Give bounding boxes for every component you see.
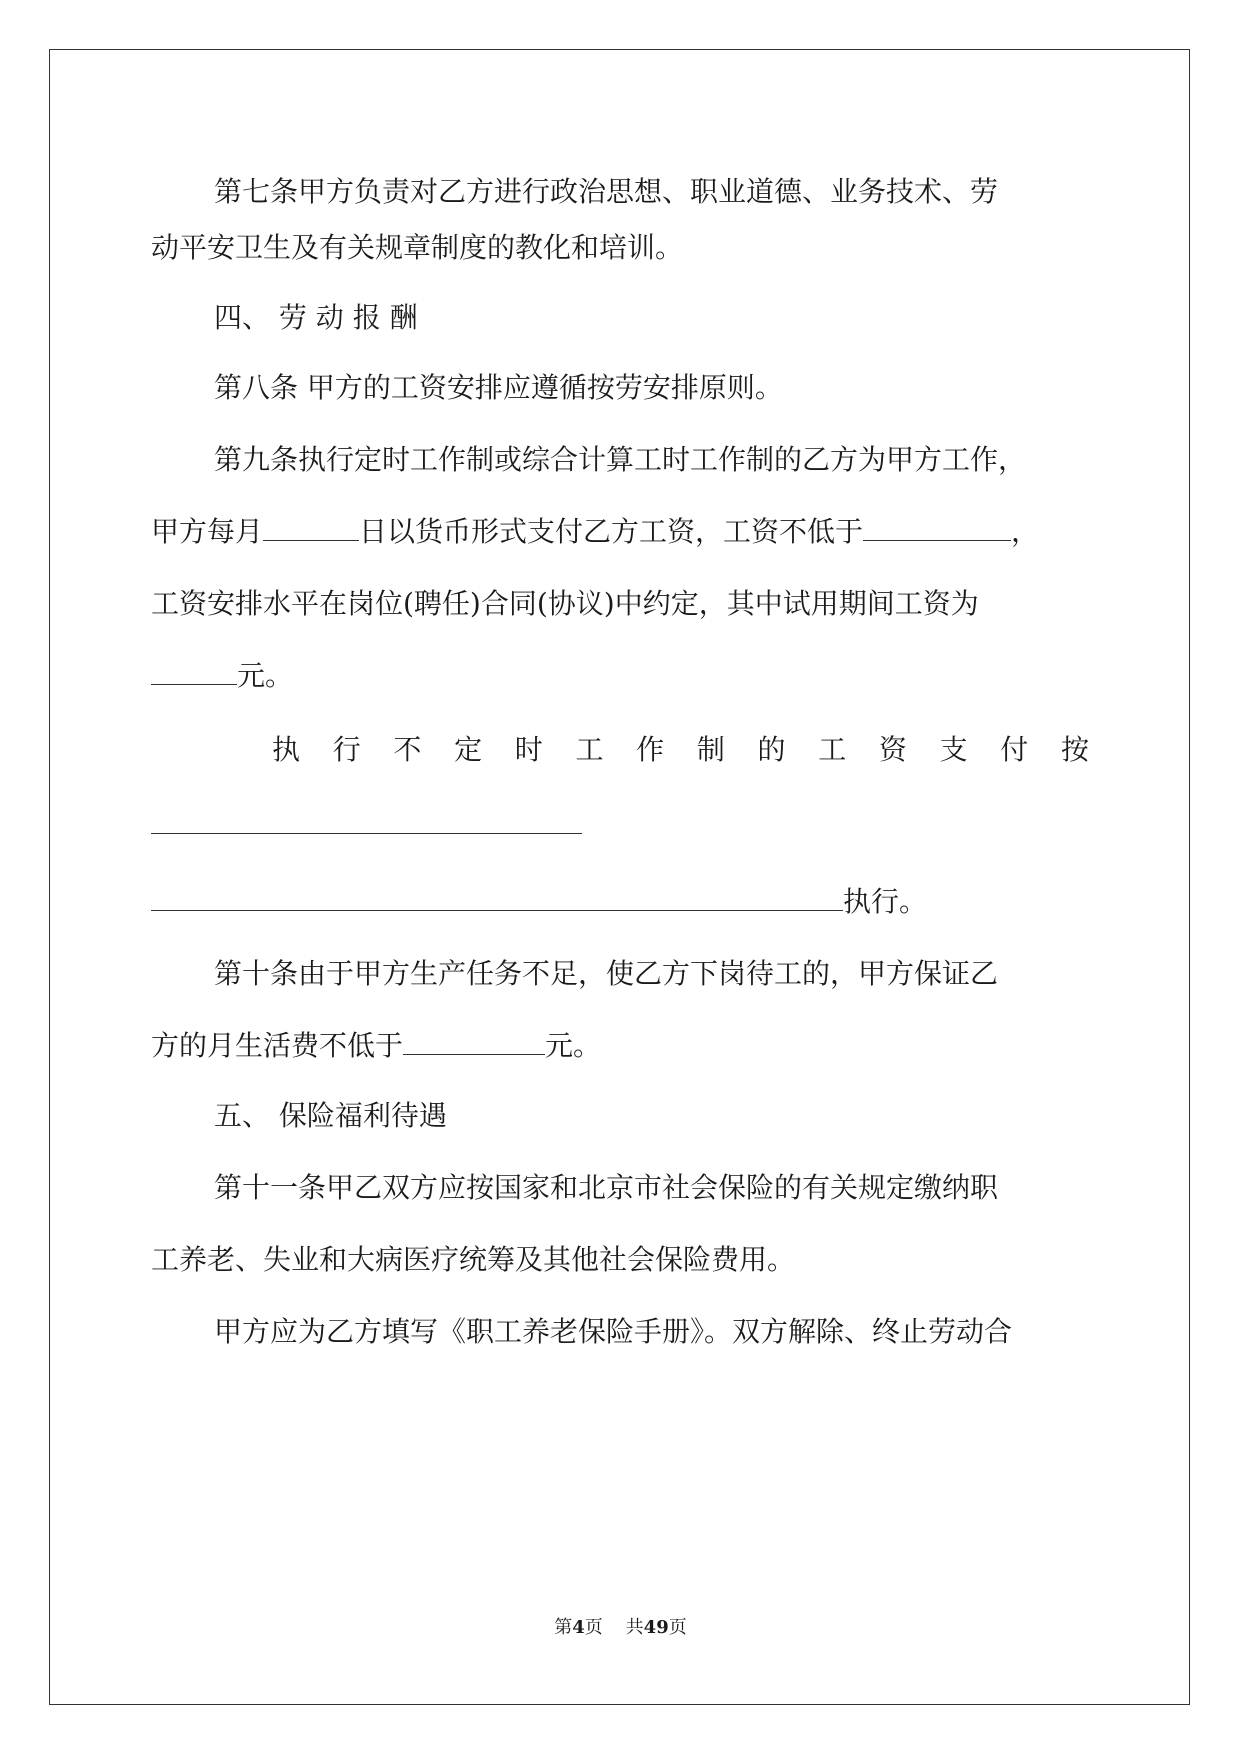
article-7-line-1: 第七条甲方负责对乙方进行政治思想、职业道德、业务技术、劳 <box>214 175 999 208</box>
char: 作 <box>636 733 665 766</box>
article-9-line-3: 工资安排水平在岗位(聘任)合同(协议)中约定，其中试用期间工资为 <box>151 587 979 620</box>
article-8: 第八条 甲方的工资安排应遵循按劳安排原则。 <box>214 371 783 404</box>
blank-field-pay-day <box>263 513 359 541</box>
blank-field-probation-wage <box>151 657 237 685</box>
blank-line-1 <box>151 833 582 834</box>
footer-prefix: 第 <box>554 1617 573 1638</box>
article-9-line-4 <box>151 656 1089 696</box>
char: 的 <box>757 733 786 766</box>
char: 工 <box>575 733 604 766</box>
char: 制 <box>696 733 725 766</box>
footer-middle: 页 共 <box>584 1617 644 1638</box>
article-11-line-3: 甲方应为乙方填写《职工养老保险手册》。双方解除、终止劳动合 <box>214 1315 1013 1348</box>
char: 付 <box>1000 733 1029 766</box>
char: 支 <box>939 733 968 766</box>
blank-field-living-allowance <box>403 1027 545 1055</box>
char: 行 <box>332 733 361 766</box>
footer-total-pages: 49 <box>643 1617 669 1638</box>
blank-field-min-wage <box>863 513 1011 541</box>
article-9-execute-line <box>151 882 1089 922</box>
article-7-line-2: 动平安卫生及有关规章制度的教化和培训。 <box>151 231 684 264</box>
char: 按 <box>1060 733 1089 766</box>
article-9-irregular-hours <box>272 730 1089 770</box>
text-segment: 方的月生活费不低于 <box>151 1029 404 1062</box>
article-10-line-1: 第十条由于甲方生产任务不足，使乙方下岗待工的，甲方保证乙 <box>214 957 999 990</box>
text-segment: ， <box>1011 515 1040 548</box>
text-segment: 甲方每月 <box>151 515 264 548</box>
article-9-line-1: 第九条执行定时工作制或综合计算工时工作制的乙方为甲方工作， <box>214 443 1027 476</box>
section-5-heading: 五、 保险福利待遇 <box>214 1099 447 1132</box>
char: 时 <box>514 733 543 766</box>
text-segment: 元。 <box>545 1029 602 1062</box>
char: 工 <box>818 733 847 766</box>
char: 定 <box>454 733 483 766</box>
footer-page-number: 4 <box>572 1617 585 1638</box>
section-4-heading: 四、 劳 动 报 酬 <box>214 301 418 334</box>
text-segment: 日以货币形式支付乙方工资，工资不低于 <box>359 515 864 548</box>
char: 资 <box>878 733 907 766</box>
article-9-line-2 <box>151 512 1089 552</box>
char: 执 <box>272 733 301 766</box>
text-segment: 元。 <box>237 659 294 692</box>
blank-field-long <box>151 883 843 911</box>
article-11-line-2: 工养老、失业和大病医疗统筹及其他社会保险费用。 <box>151 1243 796 1276</box>
footer-suffix: 页 <box>668 1617 687 1638</box>
text-segment: 执行。 <box>843 885 928 918</box>
article-11-line-1: 第十一条甲乙双方应按国家和北京市社会保险的有关规定缴纳职 <box>214 1171 999 1204</box>
page-footer <box>0 1616 1241 1640</box>
char: 不 <box>393 733 422 766</box>
article-10-line-2 <box>151 1026 1089 1066</box>
